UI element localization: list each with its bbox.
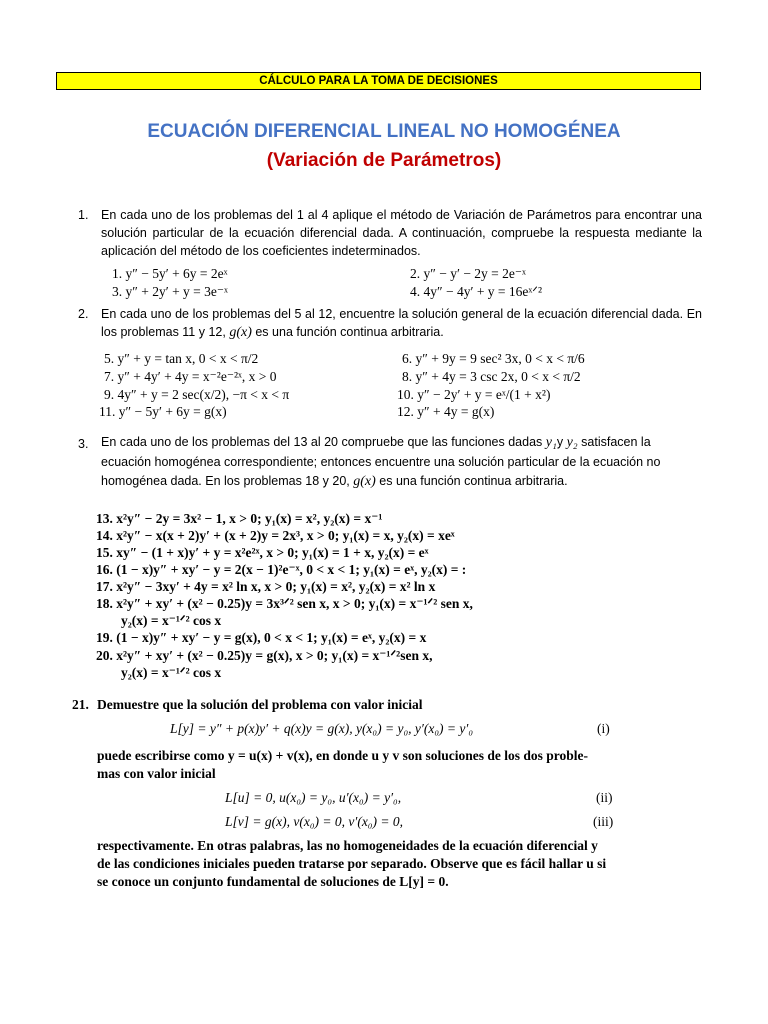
equation-18: 18. x²y″ + xy′ + (x² − 0.25)y = 3x³ᐟ² sen x, x > 0; y₁(x) = x⁻¹ᐟ² sen x, xyxy=(96,596,473,611)
item-2-text-a: En cada uno de los problemas del 5 al 12, encuentre la solución general de la ecuación diferencial dada. En los problemas 11 y 12, xyxy=(101,307,702,339)
equation-15: 15. xy″ − (1 + x)y′ + y = x²e²ˣ, x > 0; y₁(x) = 1 + x, y₂(x) = eˣ xyxy=(96,545,429,560)
problem-21-end-3: se conoce un conjunto fundamental de soluciones de L[y] = 0. xyxy=(97,874,449,889)
problem-21-number: 21. xyxy=(72,697,89,712)
item-3-text-c: es una función continua arbitraria. xyxy=(379,474,568,488)
equation-ii: L[u] = 0, u(x₀) = y₀, u′(x₀) = y′₀, xyxy=(225,790,402,805)
g-of-x: g(x) xyxy=(353,474,376,489)
problem-21-end-2: de las condiciones iniciales pueden tratarse por separado. Observe que es fácil hallar u si xyxy=(97,856,607,871)
problem-21-end-1: respectivamente. En otras palabras, las no homogeneidades de la ecuación diferencial y xyxy=(97,838,598,853)
equation-5: 5. y″ + y = tan x, 0 < x < π/2 xyxy=(104,351,259,366)
y2-symbol: y₂ xyxy=(566,435,578,450)
item-number: 2. xyxy=(78,307,89,321)
equation-17: 17. x²y″ − 3xy′ + 4y = x² ln x, x > 0; y₁(x) = x², y₂(x) = x² ln x xyxy=(96,579,436,594)
equation-16: 16. (1 − x)y″ + xy′ − y = 2(x − 1)²e⁻ˣ, 0 < x < 1; y₁(x) = eˣ, y₂(x) = : xyxy=(96,562,467,577)
equation-18-cont: y₂(x) = x⁻¹ᐟ² cos x xyxy=(121,613,222,628)
tag-ii: (ii) xyxy=(596,790,613,805)
problem-21-intro: Demuestre que la solución del problema con valor inicial xyxy=(97,697,423,712)
equation-12: 12. y″ + 4y = g(x) xyxy=(397,404,495,419)
page-title: ECUACIÓN DIFERENCIAL LINEAL NO HOMOGÉNEA xyxy=(147,121,621,142)
equation-11: 11. y″ − 5y′ + 6y = g(x) xyxy=(99,404,227,419)
item-3-text-a: En cada uno de los problemas del 13 al 20 compruebe que las funciones dadas xyxy=(101,435,543,449)
item-number: 3. xyxy=(78,437,89,451)
y-connector: y xyxy=(556,435,564,449)
item-1-text: En cada uno de los problemas del 1 al 4 aplique el método de Variación de Parámetros para encontrar una solución particular de la ecuación diferencial dada. A continuación, compruebe la respuesta mediante la aplicación del método de los coeficientes indeterminados. xyxy=(101,208,702,258)
course-banner: CÁLCULO PARA LA TOMA DE DECISIONES xyxy=(56,72,701,90)
equation-8: 8. y″ + 4y = 3 csc 2x, 0 < x < π/2 xyxy=(402,369,581,384)
equation-6: 6. y″ + 9y = 9 sec² 3x, 0 < x < π/6 xyxy=(402,351,585,366)
equation-2: 2. y″ − y′ − 2y = 2e⁻ˣ xyxy=(410,266,526,281)
equation-i: L[y] = y″ + p(x)y′ + q(x)y = g(x), y(x₀) = y₀, y′(x₀) = y′₀ xyxy=(170,721,474,736)
equation-3: 3. y″ + 2y′ + y = 3e⁻ˣ xyxy=(112,284,228,299)
equation-20-cont: y₂(x) = x⁻¹ᐟ² cos x xyxy=(121,665,222,680)
problem-21-mid-2: mas con valor inicial xyxy=(97,766,216,781)
equation-7: 7. y″ + 4y′ + 4y = x⁻²e⁻²ˣ, x > 0 xyxy=(104,369,277,384)
y1-symbol: y₁ xyxy=(545,435,557,450)
equation-9: 9. 4y″ + y = 2 sec(x/2), −π < x < π xyxy=(104,387,290,402)
equation-10: 10. y″ − 2y′ + y = eˣ/(1 + x²) xyxy=(397,387,551,402)
equation-20: 20. x²y″ + xy′ + (x² − 0.25)y = g(x), x > 0; y₁(x) = x⁻¹ᐟ²sen x, xyxy=(96,648,433,663)
equation-13: 13. x²y″ − 2y = 3x² − 1, x > 0; y₁(x) = x², y₂(x) = x⁻¹ xyxy=(96,511,383,526)
equation-19: 19. (1 − x)y″ + xy′ − y = g(x), 0 < x < 1; y₁(x) = eˣ, y₂(x) = x xyxy=(96,630,427,645)
g-of-x: g(x) xyxy=(229,325,252,340)
equation-4: 4. 4y″ − 4y′ + y = 16eˣᐟ² xyxy=(410,284,543,299)
item-3-text-b: satisfacen la ecuación homogénea correspondiente; entonces encuentre una solución particular de la ecuación no homogénea dada. En los problemas 18 y 20, xyxy=(101,435,661,488)
tag-i: (i) xyxy=(597,721,610,736)
equation-1: 1. y″ − 5y′ + 6y = 2eˣ xyxy=(112,266,228,281)
problem-21-mid-1: puede escribirse como y = u(x) + v(x), en donde u y v son soluciones de los dos proble- xyxy=(97,748,589,763)
page-subtitle: (Variación de Parámetros) xyxy=(266,150,502,171)
equation-14: 14. x²y″ − x(x + 2)y′ + (x + 2)y = 2x³, x > 0; y₁(x) = x, y₂(x) = xeˣ xyxy=(96,528,455,543)
item-number: 1. xyxy=(78,208,89,222)
item-3-text xyxy=(101,433,702,492)
item-2-text-b: es una función continua arbitraria. xyxy=(255,325,444,339)
tag-iii: (iii) xyxy=(593,814,614,829)
equation-iii: L[v] = g(x), v(x₀) = 0, v′(x₀) = 0, xyxy=(225,814,403,829)
item-2-text xyxy=(101,305,702,342)
